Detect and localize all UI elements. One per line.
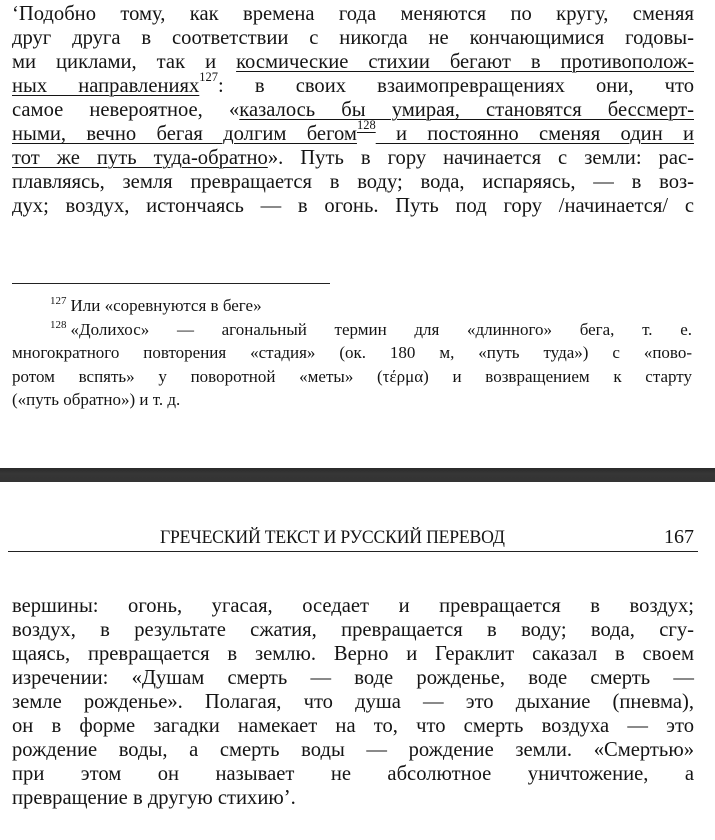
text-line: [12, 146, 694, 170]
footnote-text: ротом вспять» у поворотной «меты» (τέρμα) и возвращением к старту: [12, 366, 692, 386]
text-run: ‘Подобно тому, как времена года меняются по кругу, сменяя: [12, 3, 694, 25]
footnote-text: многократного повторения «стадия» (ок. 180 м, «путь туда») с «пово-: [12, 343, 692, 362]
footnote-marker[interactable]: 127: [199, 70, 219, 85]
footnote-text: Или «соревнуются в беге»: [70, 296, 262, 315]
footnote-line: [12, 341, 692, 365]
text-run: самое невероятное, «: [12, 99, 240, 121]
text-line: [12, 2, 694, 26]
footnote-text: («путь обратно») и т. д.: [12, 390, 181, 409]
footnote-rule: [12, 283, 330, 284]
text-line: он в форме загадки намекает на то, что смерть воздуха — это: [12, 715, 694, 737]
text-run: плавляясь, земля превращается в воду; вода, испаряясь, — в воз-: [12, 171, 694, 193]
underlined-text: казалось бы умирая, становятся бессмерт-: [239, 99, 694, 121]
running-head-title: ГРЕЧЕСКИЙ ТЕКСТ И РУССКИЙ ПЕРЕВОД: [160, 527, 505, 548]
underlined-text: ных направлениях: [12, 75, 200, 97]
text-line: [12, 194, 694, 218]
text-line: [12, 170, 694, 194]
footnote-line: [12, 388, 692, 412]
footnote-marker[interactable]: 128: [356, 118, 376, 133]
text-line: воздух, в результате сжатия, превращается в воду; вода, сгу-: [12, 619, 694, 641]
text-line: [12, 70, 694, 98]
footnote-number: 128: [50, 318, 67, 331]
text-line: [12, 118, 695, 146]
text-line: [12, 50, 694, 74]
footnote-line: [12, 365, 692, 389]
footnote-number: 127: [50, 295, 67, 308]
text-run: дух; воздух, истончаясь — в огонь. Путь под гору /начинается/ с: [12, 195, 694, 217]
footnote-line: [12, 294, 692, 318]
footnotes: [12, 294, 692, 412]
running-head: [8, 525, 698, 552]
page-number: 167: [664, 526, 694, 548]
text-run: друг друга в соответствии с никогда не кончающимися годовы-: [12, 27, 694, 49]
text-line: изречении: «Душам смерть — воде рожденье, воде смерть —: [12, 667, 694, 689]
underlined-text: тот же путь туда-обратно: [12, 147, 268, 169]
text-run: ми циклами, так и: [12, 51, 237, 73]
text-line: рождение воды, а смерть воды — рождение земли. «Смертью»: [12, 739, 694, 761]
text-line: превращение в другую стихию’.: [12, 787, 296, 809]
underlined-text: ными, вечно бегая долгим бегом: [12, 123, 357, 145]
footnote-text: «Долихос» — агональный термин для «длинного» бега, т. е.: [70, 319, 692, 339]
underlined-text: космические стихии бегают в противополож-: [236, 51, 694, 73]
text-line: вершины: огонь, угасая, оседает и превращается в воздух;: [12, 595, 694, 617]
underlined-text: и постоянно сменяя один и: [375, 123, 695, 145]
text-run: : в своих взаимопревращениях они, что: [218, 75, 694, 97]
text-line: при этом он называет не абсолютное уничтожение, а: [12, 763, 694, 785]
text-line: земле рожденье». Полагая, что душа — это дыхание (пневма),: [12, 691, 694, 713]
text-run: ». Путь в гору начинается с земли: рас-: [267, 147, 694, 169]
text-line: [12, 98, 694, 122]
footnote-line: [12, 318, 692, 342]
page-separator-bar: [0, 468, 715, 482]
body-text-top: [12, 2, 694, 218]
text-line: [12, 26, 694, 50]
text-line: щаясь, превращается в землю. Верно и Гераклит саказал в своем: [12, 643, 694, 665]
body-text-bottom: [12, 594, 694, 810]
